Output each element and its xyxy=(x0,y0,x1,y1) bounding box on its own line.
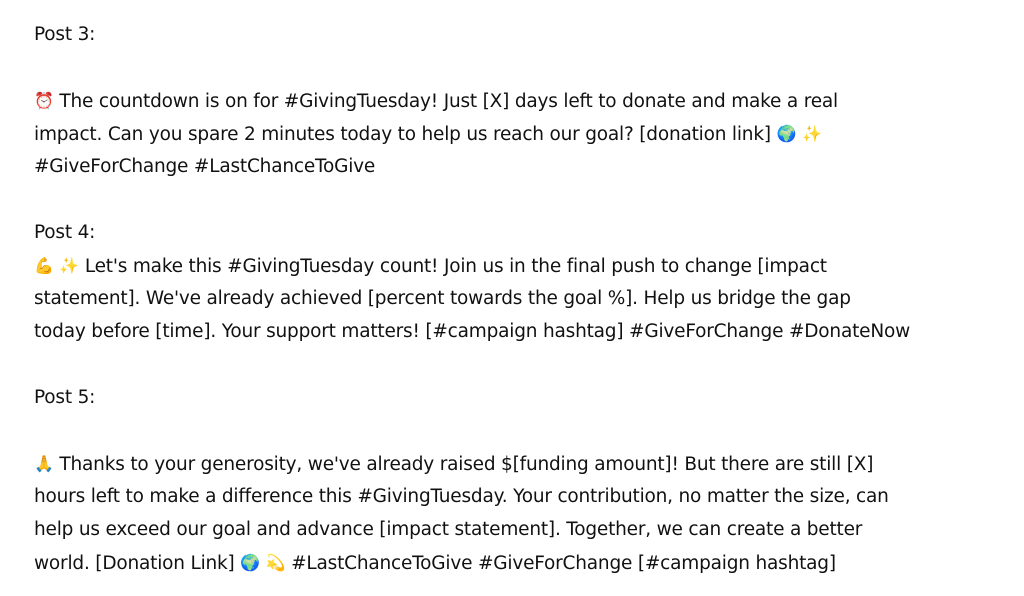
post-5-line-4: world. [Donation Link] 🌍 💫 #LastChanceToGive #GiveForChange [#campaign hashtag] xyxy=(34,546,994,579)
post-3-line-3: #GiveForChange #LastChanceToGive xyxy=(34,156,376,177)
post-4-line-1: 💪 ✨ Let's make this #GivingTuesday count! Join us in the final push to change [impact xyxy=(34,249,994,282)
flexed-biceps-icon: 💪 xyxy=(34,256,54,275)
post-5-line-3: help us exceed our goal and advance [impact statement]. Together, we can create a better xyxy=(34,519,863,540)
post-5-label: Post 5: xyxy=(34,387,96,408)
post-5-line-2: hours left to make a difference this #GivingTuesday. Your contribution, no matter the size, can xyxy=(34,486,889,507)
post-3-label: Post 3: xyxy=(34,24,96,45)
spacer xyxy=(34,414,994,447)
sparkles-icon: ✨ xyxy=(801,124,822,143)
folded-hands-icon: 🙏 xyxy=(34,454,54,473)
post-3-line-1: ⏰ The countdown is on for #GivingTuesday! Just [X] days left to donate and make a real xyxy=(34,84,994,117)
alarm-clock-icon: ⏰ xyxy=(34,91,54,110)
spacer xyxy=(34,183,994,216)
dizzy-icon: 💫 xyxy=(265,553,286,572)
document-body xyxy=(34,18,994,579)
globe-icon: 🌍 xyxy=(776,124,797,143)
post-3-line-2: impact. Can you spare 2 minutes today to help us reach our goal? [donation link] 🌍 ✨ xyxy=(34,117,994,150)
post-5-line-1: 🙏 Thanks to your generosity, we've already raised $[funding amount]! But there are still [X] xyxy=(34,447,994,480)
spacer xyxy=(34,348,994,381)
sparkles-icon: ✨ xyxy=(59,256,80,275)
spacer xyxy=(34,51,994,84)
post-4-label: Post 4: xyxy=(34,222,96,243)
post-4-line-3: today before [time]. Your support matters! [#campaign hashtag] #GiveForChange #DonateNow xyxy=(34,321,911,342)
globe-icon: 🌍 xyxy=(240,553,260,572)
post-4-line-2: statement]. We've already achieved [percent towards the goal %]. Help us bridge the gap xyxy=(34,288,851,309)
